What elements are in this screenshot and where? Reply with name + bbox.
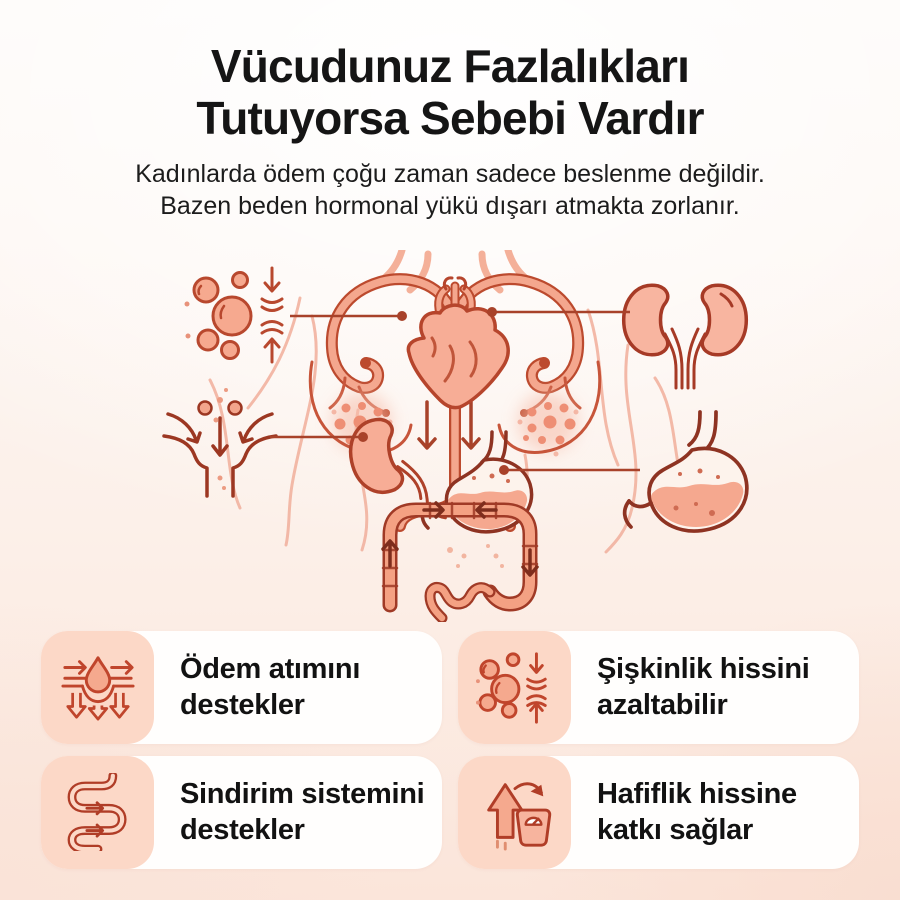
title-line-2: Tutuyorsa Sebebi Vardır xyxy=(196,92,704,145)
lightness-scale-icon xyxy=(458,756,571,869)
kidneys-icon xyxy=(624,285,747,388)
edema-drain-icon xyxy=(41,631,154,744)
card-digestion xyxy=(41,756,442,869)
bubbles-compress-icon xyxy=(458,631,571,744)
heart xyxy=(408,278,508,408)
card-bloating xyxy=(458,631,859,744)
card-edema-label: Ödem atımını destekler xyxy=(180,652,361,722)
subtitle xyxy=(0,158,900,223)
title-line-1: Vücudunuz Fazlalıkları xyxy=(210,40,690,92)
card-digestion-label: Sindirim sistemini destekler xyxy=(180,777,425,847)
subtitle-line-2: Bazen beden hormonal yükü dışarı atmakta zorlanır. xyxy=(160,192,740,221)
card-edema xyxy=(41,631,442,744)
card-bloating-label: Şişkinlik hissini azaltabilir xyxy=(597,652,810,722)
stomach-icon xyxy=(625,412,747,531)
subtitle-line-1: Kadınlarda ödem çoğu zaman sadece beslenme değildir. xyxy=(135,159,765,188)
card-lightness-label: Hafiflik hissine katkı sağlar xyxy=(597,777,797,847)
header xyxy=(0,0,900,223)
bubbles-compress-icon xyxy=(185,268,283,362)
benefit-cards xyxy=(41,631,859,869)
intestine-icon xyxy=(41,756,154,869)
anatomy-illustration-svg xyxy=(140,250,760,622)
anatomy-illustration xyxy=(140,250,760,622)
page-title xyxy=(0,40,900,145)
card-lightness xyxy=(458,756,859,869)
